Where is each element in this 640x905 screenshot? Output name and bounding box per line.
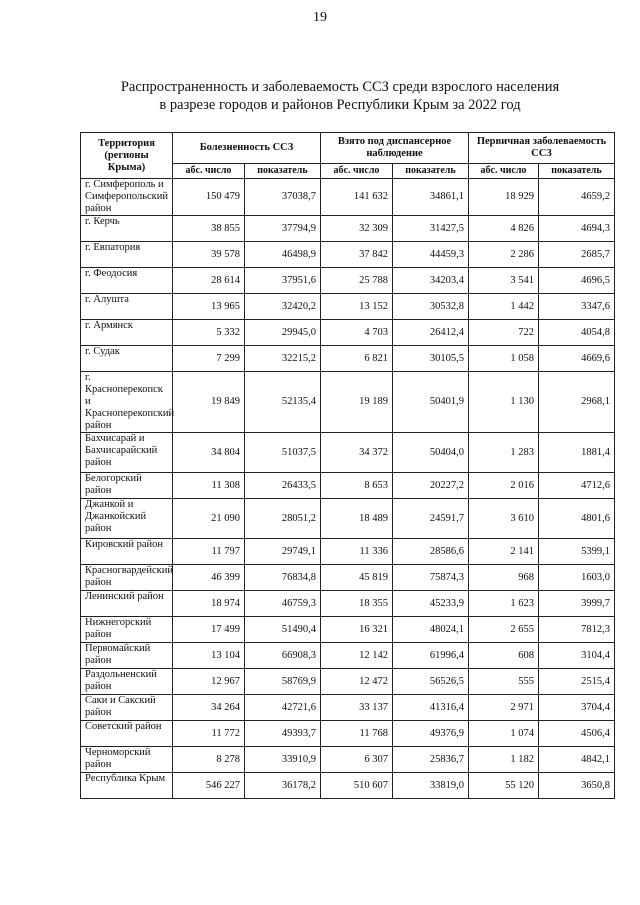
- abs-value-cell: 12 142: [321, 643, 393, 669]
- abs-value-cell: 12 472: [321, 669, 393, 695]
- table-row: [81, 473, 615, 499]
- territory-cell: Белогорский район: [81, 473, 173, 499]
- abs-value-cell: 34 264: [173, 695, 245, 721]
- subheader-abs: абс. число: [321, 164, 393, 179]
- abs-value-cell: 1 283: [469, 433, 539, 473]
- abs-value-cell: 4 703: [321, 320, 393, 346]
- table-row: [81, 499, 615, 539]
- table-row: [81, 179, 615, 216]
- rate-value-cell: 29945,0: [245, 320, 321, 346]
- abs-value-cell: 722: [469, 320, 539, 346]
- rate-value-cell: 33819,0: [393, 773, 469, 799]
- abs-value-cell: 45 819: [321, 565, 393, 591]
- rate-value-cell: 33910,9: [245, 747, 321, 773]
- rate-value-cell: 34203,4: [393, 268, 469, 294]
- rate-value-cell: 24591,7: [393, 499, 469, 539]
- territory-cell: г. Симферополь и Симферопольский район: [81, 179, 173, 216]
- rate-value-cell: 3104,4: [539, 643, 615, 669]
- territory-cell: Бахчисарай и Бахчисарайский район: [81, 433, 173, 473]
- abs-value-cell: 11 797: [173, 539, 245, 565]
- territory-cell: Красногвардейский район: [81, 565, 173, 591]
- abs-value-cell: 546 227: [173, 773, 245, 799]
- rate-value-cell: 1881,4: [539, 433, 615, 473]
- abs-value-cell: 28 614: [173, 268, 245, 294]
- rate-value-cell: 4842,1: [539, 747, 615, 773]
- abs-value-cell: 11 336: [321, 539, 393, 565]
- territory-cell: Саки и Сакский район: [81, 695, 173, 721]
- rate-value-cell: 49376,9: [393, 721, 469, 747]
- page-number: 19: [313, 10, 327, 25]
- rate-value-cell: 37038,7: [245, 179, 321, 216]
- rate-value-cell: 75874,3: [393, 565, 469, 591]
- table-row: [81, 294, 615, 320]
- abs-value-cell: 2 141: [469, 539, 539, 565]
- abs-value-cell: 19 849: [173, 372, 245, 433]
- abs-value-cell: 1 130: [469, 372, 539, 433]
- rate-value-cell: 32420,2: [245, 294, 321, 320]
- rate-value-cell: 4801,6: [539, 499, 615, 539]
- table-row: [81, 669, 615, 695]
- territory-cell: Нижнегорский район: [81, 617, 173, 643]
- table-row: [81, 539, 615, 565]
- abs-value-cell: 11 772: [173, 721, 245, 747]
- rate-value-cell: 3650,8: [539, 773, 615, 799]
- abs-value-cell: 21 090: [173, 499, 245, 539]
- subheader-rate: показатель: [245, 164, 321, 179]
- abs-value-cell: 18 489: [321, 499, 393, 539]
- abs-value-cell: 141 632: [321, 179, 393, 216]
- table-row: [81, 773, 615, 799]
- abs-value-cell: 150 479: [173, 179, 245, 216]
- territory-cell: г. Судак: [81, 346, 173, 372]
- abs-value-cell: 34 804: [173, 433, 245, 473]
- abs-value-cell: 2 655: [469, 617, 539, 643]
- rate-value-cell: 50404,0: [393, 433, 469, 473]
- abs-value-cell: 1 182: [469, 747, 539, 773]
- abs-value-cell: 19 189: [321, 372, 393, 433]
- abs-value-cell: 12 967: [173, 669, 245, 695]
- abs-value-cell: 2 016: [469, 473, 539, 499]
- header-prevalence: Болезненность ССЗ: [173, 133, 321, 164]
- abs-value-cell: 18 929: [469, 179, 539, 216]
- abs-value-cell: 510 607: [321, 773, 393, 799]
- rate-value-cell: 30105,5: [393, 346, 469, 372]
- subheader-abs: абс. число: [469, 164, 539, 179]
- rate-value-cell: 1603,0: [539, 565, 615, 591]
- rate-value-cell: 30532,8: [393, 294, 469, 320]
- page-title: [60, 78, 620, 114]
- abs-value-cell: 1 058: [469, 346, 539, 372]
- rate-value-cell: 51490,4: [245, 617, 321, 643]
- abs-value-cell: 46 399: [173, 565, 245, 591]
- abs-value-cell: 11 308: [173, 473, 245, 499]
- rate-value-cell: 4054,8: [539, 320, 615, 346]
- rate-value-cell: 5399,1: [539, 539, 615, 565]
- territory-cell: Советский район: [81, 721, 173, 747]
- territory-cell: Раздольненский район: [81, 669, 173, 695]
- table-row: [81, 643, 615, 669]
- abs-value-cell: 33 137: [321, 695, 393, 721]
- rate-value-cell: 25836,7: [393, 747, 469, 773]
- rate-value-cell: 7812,3: [539, 617, 615, 643]
- rate-value-cell: 44459,3: [393, 242, 469, 268]
- subheader-rate: показатель: [539, 164, 615, 179]
- rate-value-cell: 46498,9: [245, 242, 321, 268]
- table-row: [81, 695, 615, 721]
- rate-value-cell: 61996,4: [393, 643, 469, 669]
- abs-value-cell: 1 442: [469, 294, 539, 320]
- rate-value-cell: 34861,1: [393, 179, 469, 216]
- rate-value-cell: 3704,4: [539, 695, 615, 721]
- abs-value-cell: 13 965: [173, 294, 245, 320]
- territory-cell: г. Красноперекопск и Красноперекопский район: [81, 372, 173, 433]
- abs-value-cell: 39 578: [173, 242, 245, 268]
- rate-value-cell: 26433,5: [245, 473, 321, 499]
- abs-value-cell: 1 074: [469, 721, 539, 747]
- rate-value-cell: 4506,4: [539, 721, 615, 747]
- abs-value-cell: 3 610: [469, 499, 539, 539]
- table-row: [81, 216, 615, 242]
- table-row: [81, 721, 615, 747]
- abs-value-cell: 18 355: [321, 591, 393, 617]
- abs-value-cell: 6 307: [321, 747, 393, 773]
- abs-value-cell: 2 286: [469, 242, 539, 268]
- abs-value-cell: 25 788: [321, 268, 393, 294]
- abs-value-cell: 13 104: [173, 643, 245, 669]
- rate-value-cell: 76834,8: [245, 565, 321, 591]
- abs-value-cell: 7 299: [173, 346, 245, 372]
- rate-value-cell: 52135,4: [245, 372, 321, 433]
- table-row: [81, 433, 615, 473]
- rate-value-cell: 28051,2: [245, 499, 321, 539]
- header-dispensary: Взято под диспансерное наблюдение: [321, 133, 469, 164]
- abs-value-cell: 968: [469, 565, 539, 591]
- rate-value-cell: 66908,3: [245, 643, 321, 669]
- table-row: [81, 617, 615, 643]
- table-row: [81, 372, 615, 433]
- territory-cell: Ленинский район: [81, 591, 173, 617]
- rate-value-cell: 49393,7: [245, 721, 321, 747]
- table-row: [81, 242, 615, 268]
- rate-value-cell: 48024,1: [393, 617, 469, 643]
- header-territory: Территория (регионы Крыма): [81, 133, 173, 179]
- abs-value-cell: 18 974: [173, 591, 245, 617]
- abs-value-cell: 13 152: [321, 294, 393, 320]
- rate-value-cell: 2515,4: [539, 669, 615, 695]
- abs-value-cell: 6 821: [321, 346, 393, 372]
- title-line-2: в разрезе городов и районов Республики Крым за 2022 год: [159, 97, 521, 113]
- abs-value-cell: 37 842: [321, 242, 393, 268]
- rate-value-cell: 37951,6: [245, 268, 321, 294]
- rate-value-cell: 42721,6: [245, 695, 321, 721]
- abs-value-cell: 8 278: [173, 747, 245, 773]
- rate-value-cell: 58769,9: [245, 669, 321, 695]
- abs-value-cell: 555: [469, 669, 539, 695]
- abs-value-cell: 16 321: [321, 617, 393, 643]
- table-row: [81, 591, 615, 617]
- abs-value-cell: 2 971: [469, 695, 539, 721]
- abs-value-cell: 5 332: [173, 320, 245, 346]
- rate-value-cell: 4696,5: [539, 268, 615, 294]
- table-body: [81, 179, 615, 799]
- rate-value-cell: 3999,7: [539, 591, 615, 617]
- abs-value-cell: 32 309: [321, 216, 393, 242]
- rate-value-cell: 2968,1: [539, 372, 615, 433]
- abs-value-cell: 3 541: [469, 268, 539, 294]
- territory-cell: Джанкой и Джанкойский район: [81, 499, 173, 539]
- territory-cell: Республика Крым: [81, 773, 173, 799]
- rate-value-cell: 50401,9: [393, 372, 469, 433]
- rate-value-cell: 31427,5: [393, 216, 469, 242]
- table-row: [81, 268, 615, 294]
- territory-cell: Кировский район: [81, 539, 173, 565]
- subheader-rate: показатель: [393, 164, 469, 179]
- abs-value-cell: 1 623: [469, 591, 539, 617]
- rate-value-cell: 29749,1: [245, 539, 321, 565]
- title-line-1: Распространенность и заболеваемость ССЗ среди взрослого населения: [120, 79, 560, 95]
- abs-value-cell: 11 768: [321, 721, 393, 747]
- territory-cell: г. Евпатория: [81, 242, 173, 268]
- abs-value-cell: 8 653: [321, 473, 393, 499]
- rate-value-cell: 4712,6: [539, 473, 615, 499]
- rate-value-cell: 46759,3: [245, 591, 321, 617]
- statistics-table: [80, 132, 615, 799]
- territory-cell: г. Армянск: [81, 320, 173, 346]
- rate-value-cell: 56526,5: [393, 669, 469, 695]
- rate-value-cell: 3347,6: [539, 294, 615, 320]
- table-row: [81, 747, 615, 773]
- rate-value-cell: 51037,5: [245, 433, 321, 473]
- table-row: [81, 346, 615, 372]
- rate-value-cell: 37794,9: [245, 216, 321, 242]
- rate-value-cell: 32215,2: [245, 346, 321, 372]
- abs-value-cell: 34 372: [321, 433, 393, 473]
- rate-value-cell: 4669,6: [539, 346, 615, 372]
- rate-value-cell: 41316,4: [393, 695, 469, 721]
- abs-value-cell: 55 120: [469, 773, 539, 799]
- abs-value-cell: 608: [469, 643, 539, 669]
- abs-value-cell: 4 826: [469, 216, 539, 242]
- table-row: [81, 320, 615, 346]
- rate-value-cell: 20227,2: [393, 473, 469, 499]
- rate-value-cell: 26412,4: [393, 320, 469, 346]
- territory-cell: г. Керчь: [81, 216, 173, 242]
- rate-value-cell: 36178,2: [245, 773, 321, 799]
- subheader-abs: абс. число: [173, 164, 245, 179]
- abs-value-cell: 38 855: [173, 216, 245, 242]
- table-row: [81, 565, 615, 591]
- territory-cell: г. Феодосия: [81, 268, 173, 294]
- rate-value-cell: 4659,2: [539, 179, 615, 216]
- rate-value-cell: 4694,3: [539, 216, 615, 242]
- abs-value-cell: 17 499: [173, 617, 245, 643]
- rate-value-cell: 2685,7: [539, 242, 615, 268]
- territory-cell: Первомайский район: [81, 643, 173, 669]
- territory-cell: Черноморский район: [81, 747, 173, 773]
- rate-value-cell: 28586,6: [393, 539, 469, 565]
- rate-value-cell: 45233,9: [393, 591, 469, 617]
- header-incidence: Первичная заболеваемость ССЗ: [469, 133, 615, 164]
- territory-cell: г. Алушта: [81, 294, 173, 320]
